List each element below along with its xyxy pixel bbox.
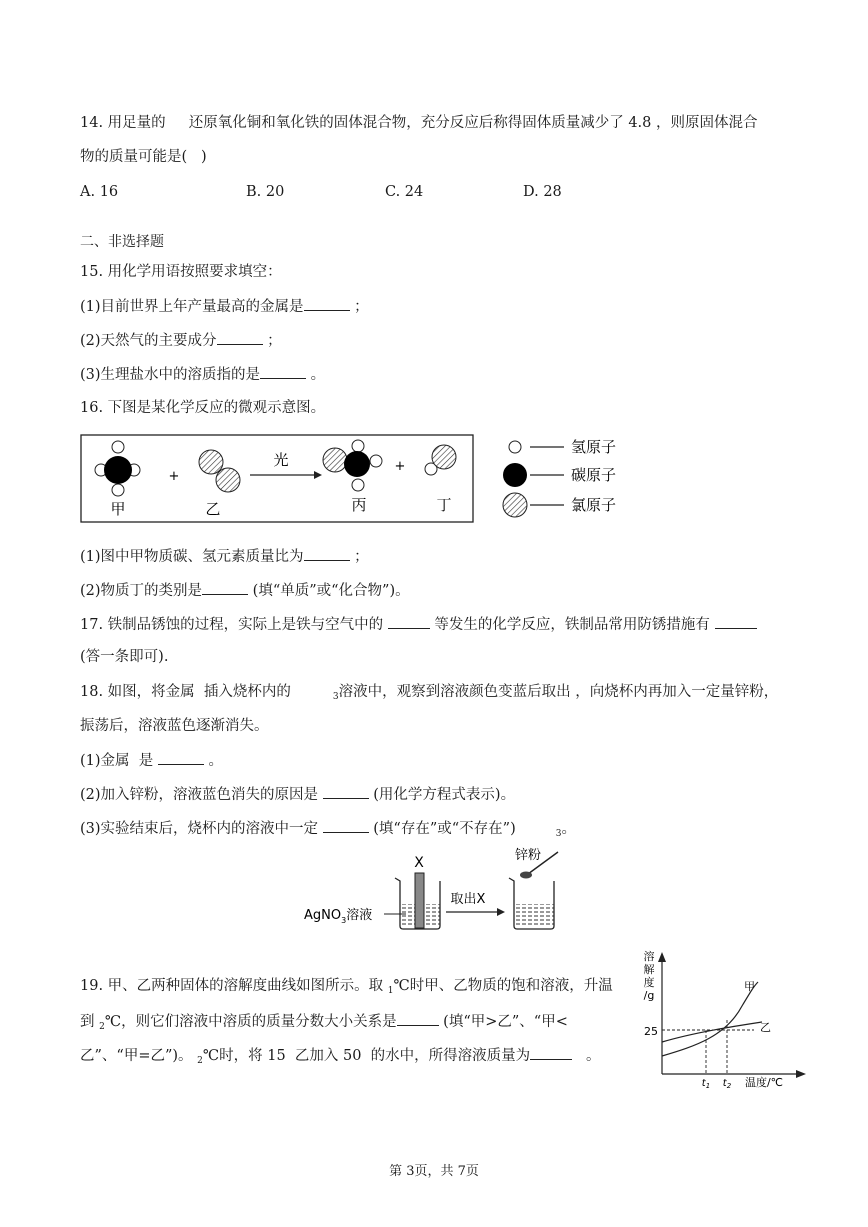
q19-line2-text-b: ℃，则它们溶液中溶质的质量分数大小关系是 xyxy=(104,1014,397,1030)
q16-part1 xyxy=(80,546,369,567)
q19-line1 xyxy=(80,976,613,1001)
answer-blank[interactable] xyxy=(323,784,369,799)
beaker-left xyxy=(395,873,440,929)
molecule-jia xyxy=(95,441,140,496)
q17-line1 xyxy=(80,614,757,635)
legend xyxy=(503,438,616,517)
label-x: X xyxy=(414,855,424,871)
answer-blank[interactable] xyxy=(397,1011,439,1026)
q18-part3-end: 。 xyxy=(561,821,576,837)
molecule-ding xyxy=(425,445,456,475)
q18-line1-text-c: 溶液中，观察到溶液颜色变蓝后取出 ，向烧杯内再加入一定量锌粉， xyxy=(338,684,779,700)
answer-blank[interactable] xyxy=(304,546,350,561)
q18-part2-text: (2)加入锌粉，溶液蓝色消失的原因是 xyxy=(80,787,319,803)
answer-blank[interactable] xyxy=(530,1045,572,1060)
q18-part1-text: (1)金属 是 xyxy=(80,753,154,769)
q15-part2 xyxy=(80,330,282,351)
metal-strip-x xyxy=(415,873,424,928)
reaction-diagram xyxy=(78,428,638,528)
label-bing: 丙 xyxy=(351,496,367,514)
q19-line2-text-c: (填“甲>乙”、“甲< xyxy=(443,1014,568,1030)
label-yi: 乙 xyxy=(205,500,221,518)
solution-label-subscript: 3 xyxy=(341,916,347,925)
answer-blank[interactable] xyxy=(260,364,306,379)
q15-part1-end: ； xyxy=(354,299,369,315)
answer-blank[interactable] xyxy=(715,614,757,629)
legend-hydrogen: 氢原子 xyxy=(571,438,617,456)
page-footer: 第 3页，共 7页 xyxy=(389,1164,479,1179)
q16-part2-end: (填“单质”或“化合物”)。 xyxy=(252,583,410,599)
solution-label xyxy=(304,907,372,925)
q19-line1-text-a: 19. 甲、乙两种固体的溶解度曲线如图所示。取 xyxy=(80,978,388,994)
q15-part1-text: (1)目前世界上年产量最高的金属是 xyxy=(80,299,304,315)
q18-line1-text-a: 18. 如图，将金属 插入烧杯内的 xyxy=(80,684,291,700)
legend-hydrogen-icon xyxy=(509,441,521,453)
q14-line2: 物的质量可能是( ) xyxy=(80,149,207,165)
answer-blank[interactable] xyxy=(304,296,350,311)
q14-option-d: D. 28 xyxy=(523,184,562,200)
reaction-arrow xyxy=(250,471,322,479)
q16-part2 xyxy=(80,580,410,601)
q15-part3-end: 。 xyxy=(310,367,326,383)
molecule-yi xyxy=(199,450,240,492)
answer-blank[interactable] xyxy=(388,614,430,629)
q19-line3-subscript: 2 xyxy=(197,1056,203,1066)
plus-sign: + xyxy=(394,459,406,474)
label-jia: 甲 xyxy=(110,500,126,518)
q15-part3-text: (3)生理盐水中的溶质指的是 xyxy=(80,367,261,383)
q18-part3-subscript: 3 xyxy=(555,829,562,839)
section-title: 二、非选择题 xyxy=(80,234,164,250)
legend-chlorine: 氯原子 xyxy=(571,496,617,514)
y-axis-label-char-4: /g xyxy=(643,989,655,1002)
q19-line3-text-a: 乙”、“甲=乙”)。 xyxy=(80,1048,198,1064)
q18-part1-end: 。 xyxy=(208,753,223,769)
q14-option-b: B. 20 xyxy=(246,184,285,200)
q18-part3-mid: (填“存在”或“不存在”) xyxy=(373,821,516,837)
zinc-label: 锌粉 xyxy=(514,848,542,863)
q18-part2-end: (用化学方程式表示)。 xyxy=(373,787,516,803)
q19-line3-text-b: ℃时，将 15 乙加入 50 的水中，所得溶液质量为 xyxy=(202,1048,531,1064)
q19-line1-text-b: ℃时甲、乙物质的饱和溶液，升温 xyxy=(393,978,613,994)
solution-label-text: AgNO xyxy=(304,908,342,923)
q19-line3 xyxy=(80,1045,601,1071)
q15-part2-end: ； xyxy=(267,333,282,349)
q15-part3 xyxy=(80,364,325,385)
take-out-arrow xyxy=(446,908,505,916)
q19-line2 xyxy=(80,1011,568,1037)
legend-carbon: 碳原子 xyxy=(571,466,617,484)
series-label-yi: 乙 xyxy=(760,1021,771,1034)
q14-option-c: C. 24 xyxy=(385,184,424,200)
diagram-frame xyxy=(81,435,473,522)
q17-line2: (答一条即可). xyxy=(80,649,169,665)
q16-part2-text: (2)物质丁的类别是 xyxy=(80,583,203,599)
q19-line3-end: 。 xyxy=(586,1048,601,1064)
q18-line1-subscript: 3 xyxy=(332,692,339,702)
plus-sign: + xyxy=(168,469,180,484)
q18-line2: 振荡后，溶液蓝色逐渐消失。 xyxy=(80,718,269,734)
x-tick-t2: $t_2$ xyxy=(722,1078,732,1090)
answer-blank[interactable] xyxy=(217,330,263,345)
answer-blank[interactable] xyxy=(158,750,204,765)
solution-label-suffix: 溶液 xyxy=(346,908,373,923)
beaker-figure xyxy=(300,846,590,936)
q19-line2-subscript: 2 xyxy=(99,1022,105,1032)
arrow-label-take-out: 取出X xyxy=(450,892,486,907)
q15-part1 xyxy=(80,296,369,317)
q17-line1-text-a: 17. 铁制品锈蚀的过程，实际上是铁与空气中的 xyxy=(80,617,384,633)
answer-blank[interactable] xyxy=(202,580,248,595)
q18-line1 xyxy=(80,682,778,707)
q18-part3-text: (3)实验结束后，烧杯内的溶液中一定 xyxy=(80,821,319,837)
q14-line1: 14. 用足量的 还原氧化铜和氧化铁的固体混合物，充分反应后称得固体质量减少了 4.8 ，则原固体混合 xyxy=(80,115,758,131)
chart-axes xyxy=(658,952,806,1078)
q18-part2 xyxy=(80,784,515,805)
molecule-bing xyxy=(323,440,382,491)
beaker-right xyxy=(509,878,554,929)
y-axis-label-char-1: 溶 xyxy=(643,950,655,963)
q17-line1-text-b: 等发生的化学反应，铁制品常用防锈措施有 xyxy=(434,617,710,633)
q18-part3 xyxy=(80,818,576,844)
q18-part1 xyxy=(80,750,223,771)
q19-line1-subscript: 1 xyxy=(387,986,394,996)
legend-chlorine-icon xyxy=(503,493,527,517)
q14-option-a: A. 16 xyxy=(80,184,119,200)
q19-line2-text-a: 到 xyxy=(80,1014,100,1030)
q16-stem: 16. 下图是某化学反应的微观示意图。 xyxy=(80,400,326,416)
legend-carbon-icon xyxy=(503,463,527,487)
q16-part1-end: ； xyxy=(354,549,369,565)
label-ding: 丁 xyxy=(436,496,452,514)
q15-part2-text: (2)天然气的主要成分 xyxy=(80,333,217,349)
series-label-jia: 甲 xyxy=(744,980,755,993)
x-tick-t1: $t_1$ xyxy=(701,1078,711,1090)
curve-jia xyxy=(662,982,758,1056)
y-axis-label-char-2: 解 xyxy=(643,963,655,976)
arrow-label-light: 光 xyxy=(273,451,289,469)
q16-part1-text: (1)图中甲物质碳、氢元素质量比为 xyxy=(80,549,304,565)
solubility-chart xyxy=(636,946,812,1092)
q15-stem: 15. 用化学用语按照要求填空： xyxy=(80,264,282,280)
curve-yi xyxy=(662,1022,762,1042)
x-axis-label: 温度/℃ xyxy=(744,1076,784,1089)
answer-blank[interactable] xyxy=(323,818,369,833)
y-axis-label-char-3: 度 xyxy=(643,976,655,989)
y-tick-25: 25 xyxy=(644,1025,658,1038)
